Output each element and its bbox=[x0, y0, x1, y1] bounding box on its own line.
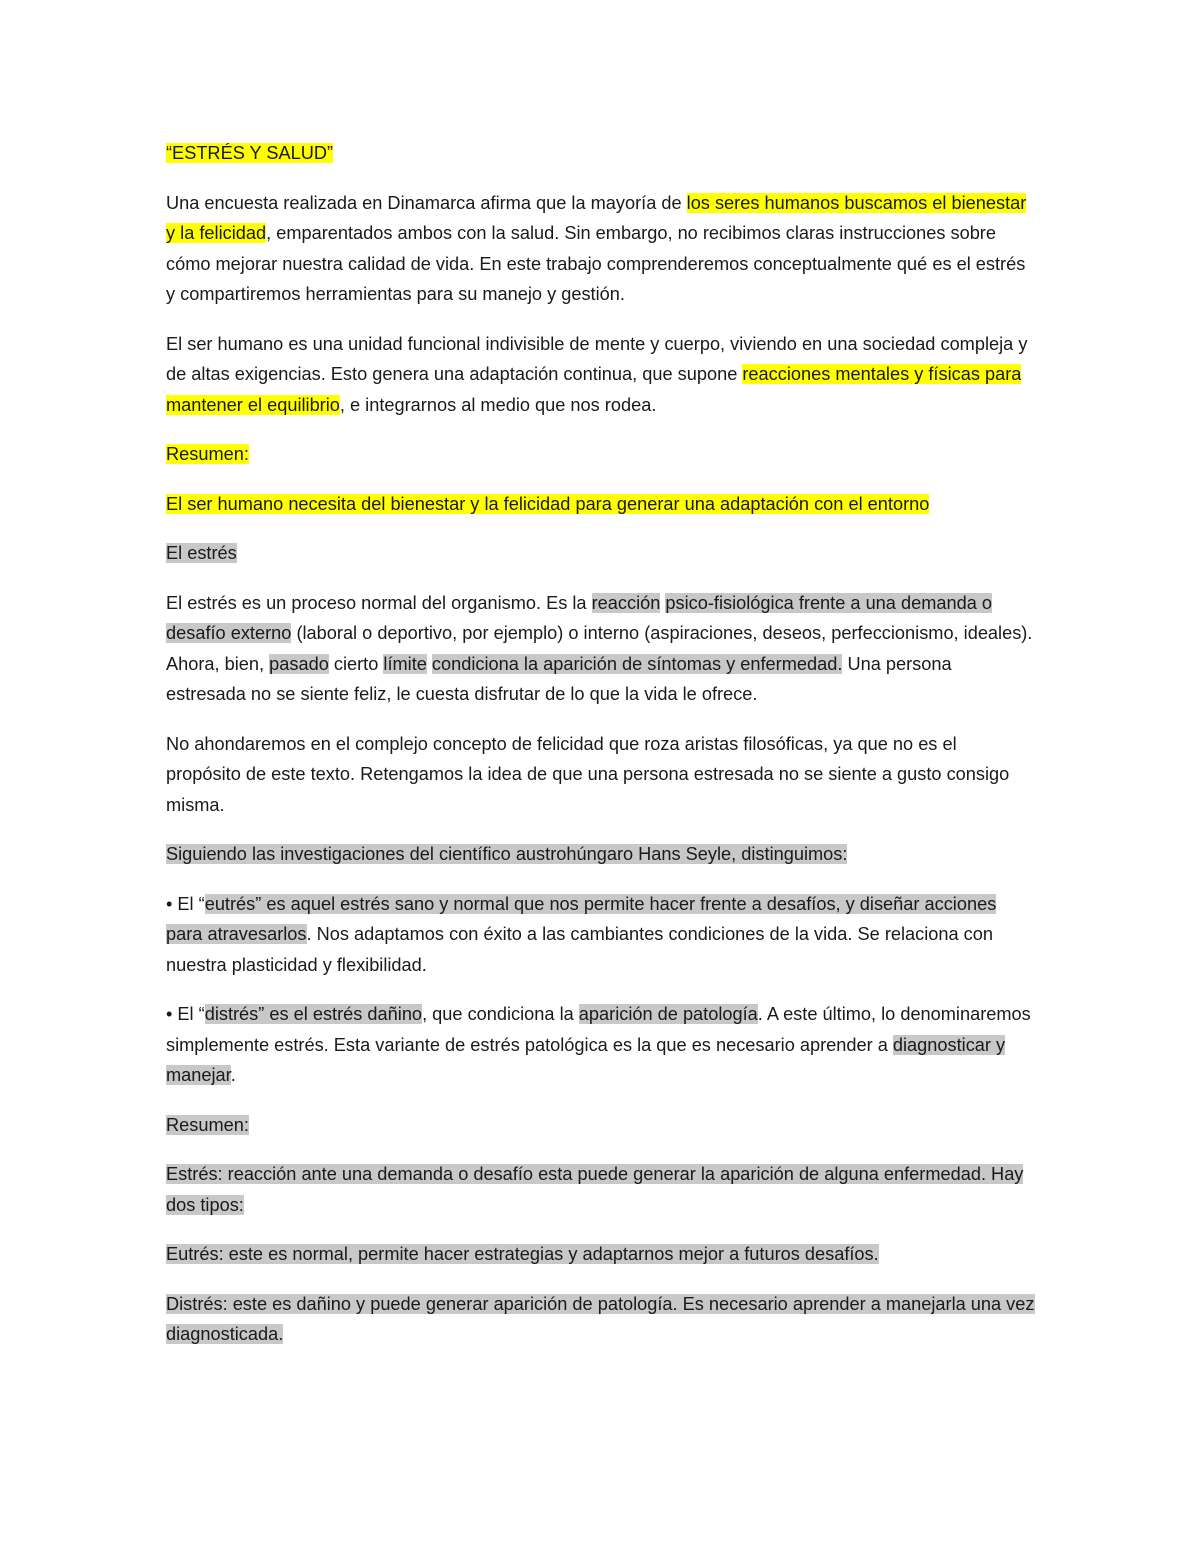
section-heading bbox=[166, 538, 1036, 569]
section-heading-text: El estrés bbox=[166, 543, 237, 563]
happiness-paragraph bbox=[166, 729, 1036, 821]
summary-stress bbox=[166, 1159, 1036, 1220]
summary-stress-text: Estrés: reacción ante una demanda o desafío esta puede generar la aparición de alguna enfermedad. Hay dos tipos: bbox=[166, 1164, 1024, 1215]
stress-def-g: cierto bbox=[328, 653, 384, 674]
summary-eustress bbox=[166, 1239, 1036, 1270]
stress-definition-paragraph bbox=[166, 588, 1036, 710]
eustress-bullet bbox=[166, 889, 1036, 981]
human-unit-text-a: El ser humano es una unidad funcional indivisible de mente y cuerpo, viviendo en una sociedad compleja y de altas exigencias. Esto genera una adaptación continua, que supone bbox=[166, 333, 1028, 384]
document-title bbox=[166, 138, 1036, 169]
stress-def-a: El estrés es un proceso normal del organismo. Es la bbox=[166, 592, 592, 613]
human-unit-text-c: , e integrarnos al medio que nos rodea. bbox=[339, 394, 657, 415]
summary-distress bbox=[166, 1289, 1036, 1350]
distress-bullet bbox=[166, 999, 1036, 1091]
stress-def-k: Una persona estresada no se siente feliz, le cuesta disfrutar de lo que la vida le ofrece. bbox=[166, 653, 952, 704]
happiness-text: No ahondaremos en el complejo concepto de felicidad que roza aristas filosóficas, ya que no es el propósito de este texto. Retengamos la idea de que una persona estresada no se siente a gusto consigo misma. bbox=[166, 733, 1010, 815]
distress-b: distrés” es el estrés dañino bbox=[204, 1004, 423, 1024]
intro-paragraph bbox=[166, 188, 1036, 310]
stress-def-d: psico-fisiológica frente a una demanda o desafío externo bbox=[166, 592, 992, 643]
stress-def-h: límite bbox=[383, 653, 427, 674]
summary-eustress-text: Eutrés: este es normal, permite hacer estrategias y adaptarnos mejor a futuros desafíos. bbox=[166, 1244, 879, 1264]
eustress-a: • El “ bbox=[166, 893, 205, 914]
human-unit-highlight: reacciones mentales y físicas para mantener el equilibrio bbox=[166, 364, 1022, 415]
summary-label-2-text: Resumen: bbox=[166, 1114, 249, 1135]
summary-distress-text: Distrés: este es dañino y puede generar aparición de patología. Es necesario aprender a manejarla una vez diagnosticada. bbox=[166, 1293, 1035, 1344]
distress-d: aparición de patología bbox=[578, 1004, 758, 1024]
intro-text-a: Una encuesta realizada en Dinamarca afirma que la mayoría de bbox=[166, 192, 687, 213]
summary-1-paragraph bbox=[166, 489, 1036, 520]
summary-label-1 bbox=[166, 439, 1036, 470]
summary-1-text: El ser humano necesita del bienestar y la felicidad para generar una adaptación con el entorno bbox=[166, 493, 930, 514]
title-highlight: “ESTRÉS Y SALUD” bbox=[166, 143, 334, 163]
document-body bbox=[166, 138, 1036, 1369]
distress-c: , que condiciona la bbox=[422, 1004, 579, 1024]
eustress-c: . Nos adaptamos con éxito a las cambiantes condiciones de la vida. Se relaciona con nuestra plasticidad y flexibilidad. bbox=[166, 924, 994, 975]
distress-e: . A este último, lo denominaremos simplemente estrés. Esta variante de estrés patológica es la que es necesario aprender a bbox=[166, 1004, 1031, 1055]
intro-text-c: , emparentados ambos con la salud. Sin embargo, no recibimos claras instrucciones sobre cómo mejorar nuestra calidad de vida. En este trabajo comprenderemos conceptualmente qué es el estrés y compartiremos herramientas para su manejo y gestión. bbox=[166, 223, 1026, 304]
stress-def-j: condiciona la aparición de síntomas y enfermedad. bbox=[431, 653, 843, 674]
seyle-text: Siguiendo las investigaciones del científico austrohúngaro Hans Seyle, distinguimos: bbox=[166, 844, 848, 864]
seyle-paragraph bbox=[166, 839, 1036, 870]
stress-def-f: pasado bbox=[269, 653, 329, 674]
summary-label-1-text: Resumen: bbox=[166, 444, 249, 464]
eustress-b: eutrés” es aquel estrés sano y normal que nos permite hacer frente a desafíos, y diseñar acciones para atravesarlos bbox=[166, 893, 997, 944]
distress-f: diagnosticar y manejar bbox=[166, 1034, 1006, 1085]
distress-a: • El “ bbox=[166, 1004, 205, 1024]
stress-def-e: (laboral o deportivo, por ejemplo) o interno (aspiraciones, deseos, perfeccionismo, ideales). Ahora, bien, bbox=[166, 623, 1033, 674]
summary-label-2 bbox=[166, 1110, 1036, 1141]
distress-g: . bbox=[230, 1065, 236, 1085]
human-unit-paragraph bbox=[166, 329, 1036, 421]
stress-def-b: reacción bbox=[591, 592, 661, 613]
intro-highlight: los seres humanos buscamos el bienestar y la felicidad bbox=[166, 192, 1027, 243]
